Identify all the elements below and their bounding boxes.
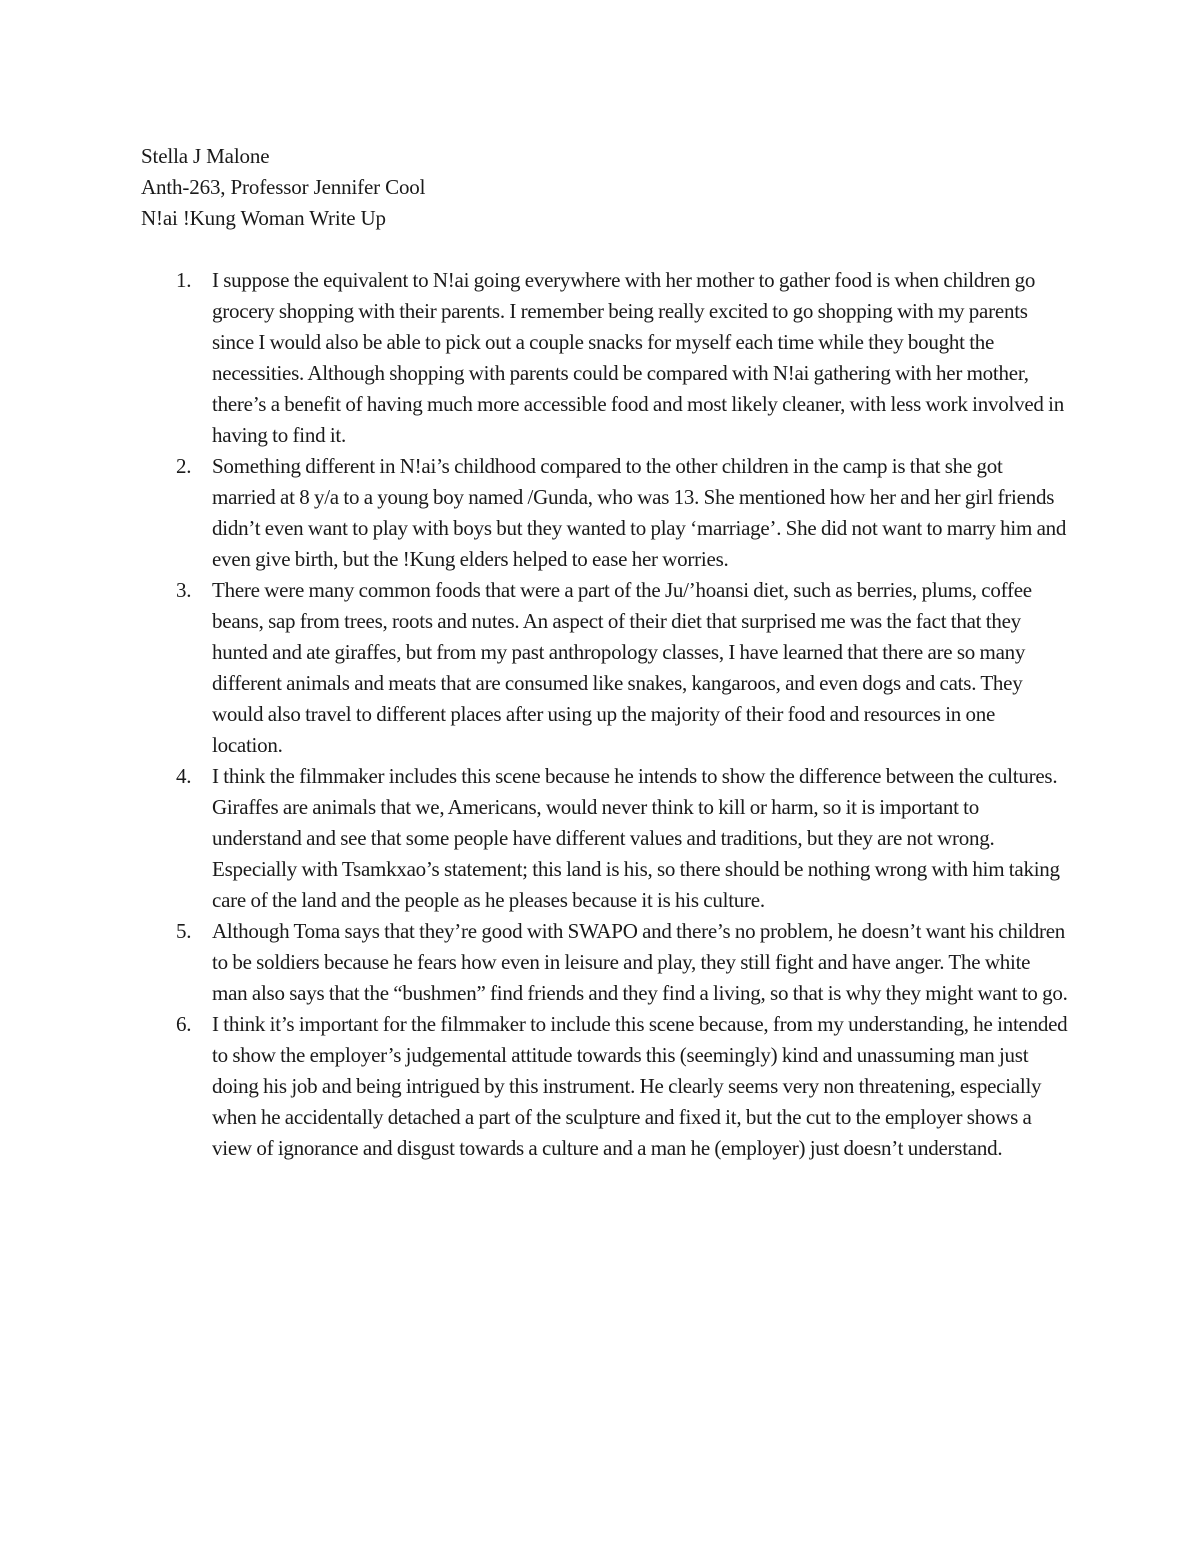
answer-number: 1. — [176, 268, 192, 292]
answer-number: 4. — [176, 764, 192, 788]
course-info: Anth-263, Professor Jennifer Cool — [141, 175, 426, 199]
answer-item-4 — [141, 761, 1069, 916]
answer-item-2 — [141, 451, 1069, 575]
answer-list — [141, 265, 1069, 1164]
answer-text: There were many common foods that were a part of the Ju/’hoansi diet, such as berries, plums, coffee beans, sap from trees, roots and nutes. An aspect of their diet that surprised me was the fact that they hunted and ate giraffes, but from my past anthropology classes, I have learned that there are so many different animals and meats that are consumed like snakes, kangaroos, and even dogs and cats. They would also travel to different places after using up the majority of their food and resources in one location. — [212, 578, 1032, 757]
answer-number: 2. — [176, 454, 192, 478]
answer-number: 5. — [176, 919, 192, 943]
document-header — [141, 141, 1071, 234]
answer-text: I think the filmmaker includes this scene because he intends to show the difference between the cultures. Giraffes are animals that we, Americans, would never think to kill or harm, so it is important to understand and see that some people have different values and traditions, but they are not wrong. Especially with Tsamkxao’s statement; this land is his, so there should be nothing wrong with him taking care of the land and the people as he pleases because it is his culture. — [212, 764, 1060, 912]
answer-text: Although Toma says that they’re good with SWAPO and there’s no problem, he doesn’t want his children to be soldiers because he fears how even in leisure and play, they still fight and have anger. The white man also says that the “bushmen” find friends and they find a living, so that is why they might want to go. — [212, 919, 1068, 1005]
author-name: Stella J Malone — [141, 144, 270, 168]
answer-number: 6. — [176, 1012, 192, 1036]
answer-item-1 — [141, 265, 1069, 451]
answer-item-3 — [141, 575, 1069, 761]
answer-item-5 — [141, 916, 1069, 1009]
answer-text: I think it’s important for the filmmaker to include this scene because, from my understanding, he intended to show the employer’s judgemental attitude towards this (seemingly) kind and unassuming man just doing his job and being intrigued by this instrument. He clearly seems very non threatening, especially when he accidentally detached a part of the sculpture and fixed it, but the cut to the employer shows a view of ignorance and disgust towards a culture and a man he (employer) just doesn’t understand. — [212, 1012, 1068, 1160]
answer-text: Something different in N!ai’s childhood compared to the other children in the camp is that she got married at 8 y/a to a young boy named /Gunda, who was 13. She mentioned how her and her girl friends didn’t even want to play with boys but they wanted to play ‘marriage’. She did not want to marry him and even give birth, but the !Kung elders helped to ease her worries. — [212, 454, 1067, 571]
document-title: N!ai !Kung Woman Write Up — [141, 206, 386, 230]
answer-number: 3. — [176, 578, 192, 602]
answer-item-6 — [141, 1009, 1069, 1164]
answer-text: I suppose the equivalent to N!ai going everywhere with her mother to gather food is when children go grocery shopping with their parents. I remember being really excited to go shopping with my parents since I would also be able to pick out a couple snacks for myself each time while they bought the necessities. Although shopping with parents could be compared with N!ai gathering with her mother, there’s a benefit of having much more accessible food and most likely cleaner, with less work involved in having to find it. — [212, 268, 1064, 447]
